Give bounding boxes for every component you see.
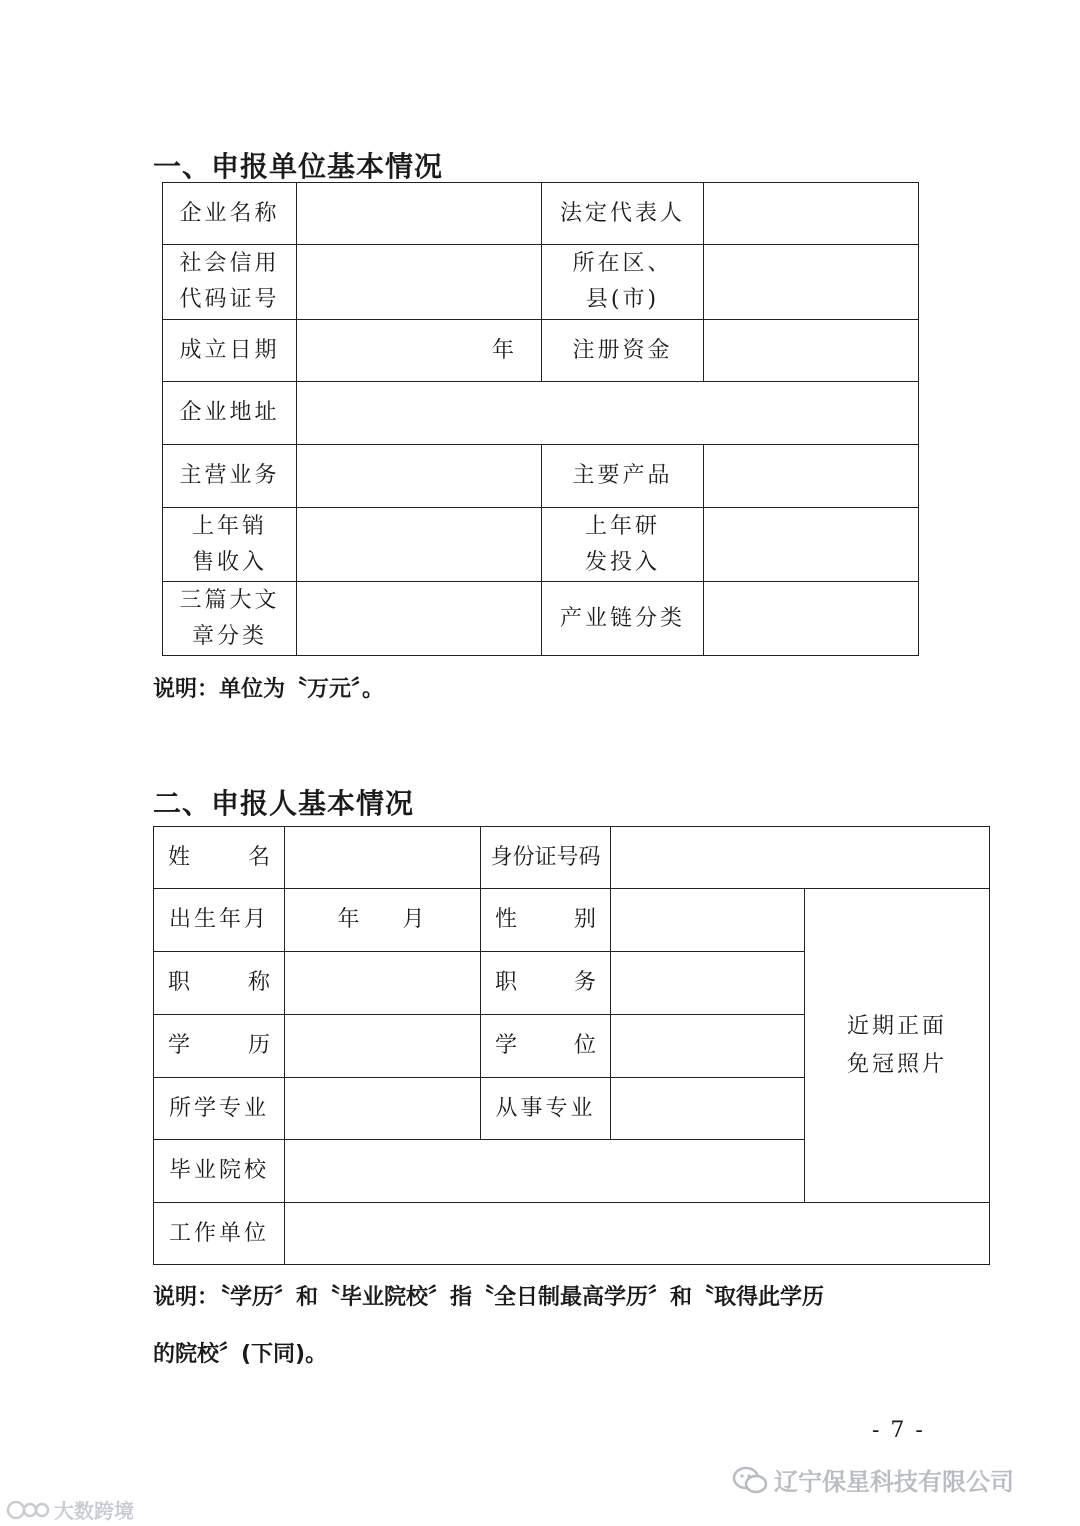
field-main-products[interactable] [704, 445, 919, 508]
section2-note-line1: 说明：〝学历〞和〝毕业院校〞指〝全日制最高学历〞和〝取得此学历 [153, 1285, 825, 1310]
watermark-brand-text: 大数跨境 [54, 1499, 134, 1523]
label-last-sales: 上年销 售收入 [163, 508, 297, 582]
label-capital: 注册资金 [542, 320, 704, 382]
wechat-icon [732, 1465, 768, 1495]
label-name: 姓 名 [154, 827, 285, 889]
photo-box[interactable]: 近期正面 免冠照片 [805, 889, 990, 1203]
label-three-articles: 三篇大文 章分类 [163, 582, 297, 656]
field-employer[interactable] [285, 1203, 990, 1265]
label-title: 职 称 [154, 952, 285, 1015]
label-major: 所学专业 [154, 1078, 285, 1140]
label-main-products: 主要产品 [542, 445, 704, 508]
label-birth: 出生年月 [154, 889, 285, 952]
field-credit-code[interactable] [297, 245, 542, 320]
field-major[interactable] [285, 1078, 481, 1140]
page-number: - 7 - [872, 1418, 925, 1443]
founded-year-unit: 年 [491, 337, 517, 363]
field-main-business[interactable] [297, 445, 542, 508]
section2-heading: 二、申报人基本情况 [153, 787, 415, 820]
label-founded: 成立日期 [163, 320, 297, 382]
field-title[interactable] [285, 952, 481, 1015]
field-capital[interactable] [704, 320, 919, 382]
field-id-number[interactable] [611, 827, 990, 889]
label-employer: 工作单位 [154, 1203, 285, 1265]
applicant-info-table [153, 826, 990, 1265]
watermark-right [732, 1462, 1014, 1497]
label-district: 所在区、 县(市) [542, 245, 704, 320]
field-last-sales[interactable] [297, 508, 542, 582]
field-name[interactable] [285, 827, 481, 889]
label-position: 职 务 [481, 952, 611, 1015]
label-last-rd: 上年研 发投入 [542, 508, 704, 582]
field-profession[interactable] [611, 1078, 805, 1140]
label-degree: 学 位 [481, 1015, 611, 1078]
label-company-name: 企业名称 [163, 183, 297, 245]
watermark-company-text: 辽宁保星科技有限公司 [774, 1468, 1014, 1496]
field-three-articles[interactable] [297, 582, 542, 656]
company-info-table [162, 182, 919, 656]
field-school[interactable] [285, 1140, 805, 1203]
label-education: 学 历 [154, 1015, 285, 1078]
label-profession: 从事专业 [481, 1078, 611, 1140]
field-industry-chain[interactable] [704, 582, 919, 656]
label-id-number: 身份证号码 [481, 827, 611, 889]
watermark-left [6, 1495, 134, 1524]
label-address: 企业地址 [163, 382, 297, 445]
field-district[interactable] [704, 245, 919, 320]
birth-year-unit: 年 [337, 907, 363, 932]
label-industry-chain: 产业链分类 [542, 582, 704, 656]
field-legal-rep[interactable] [704, 183, 919, 245]
field-company-name[interactable] [297, 183, 542, 245]
field-founded[interactable] [297, 320, 542, 382]
logo-icon [6, 1498, 50, 1522]
label-main-business: 主营业务 [163, 445, 297, 508]
field-position[interactable] [611, 952, 805, 1015]
field-gender[interactable] [611, 889, 805, 952]
section2-note-line2: 的院校〞(下同)。 [153, 1342, 328, 1367]
label-gender: 性 别 [481, 889, 611, 952]
section1-heading: 一、申报单位基本情况 [153, 150, 444, 183]
label-credit-code: 社会信用 代码证号 [163, 245, 297, 320]
birth-month-unit: 月 [402, 907, 428, 932]
field-address[interactable] [297, 382, 919, 445]
label-school: 毕业院校 [154, 1140, 285, 1203]
section1-note: 说明：单位为〝万元〞。 [153, 677, 385, 702]
field-education[interactable] [285, 1015, 481, 1078]
field-birth[interactable] [285, 889, 481, 952]
field-degree[interactable] [611, 1015, 805, 1078]
label-legal-rep: 法定代表人 [542, 183, 704, 245]
field-last-rd[interactable] [704, 508, 919, 582]
